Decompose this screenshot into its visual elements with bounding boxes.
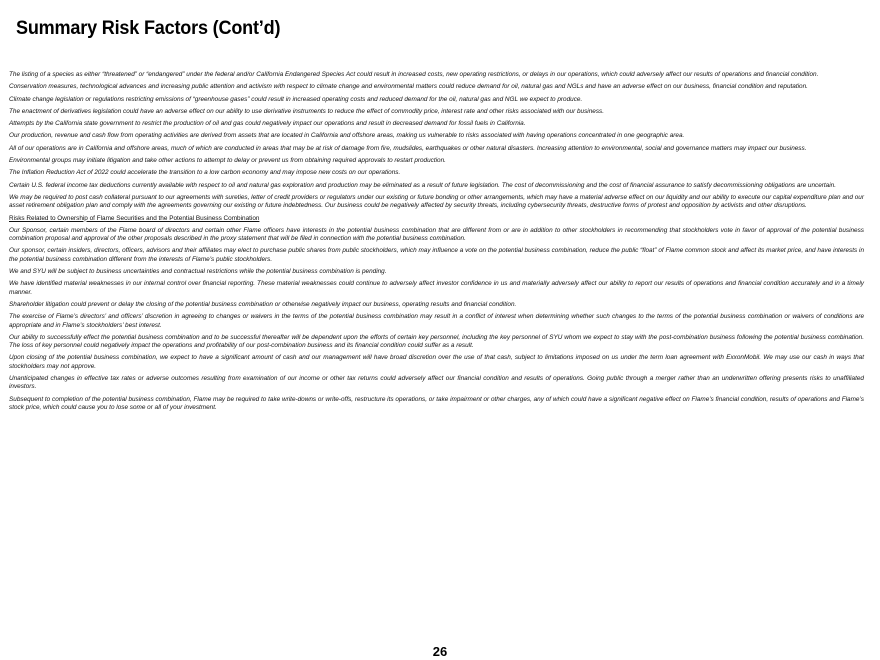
risk-paragraph-cash-discretion: Upon closing of the potential business combination, we expect to have a significant amount of cash and our management will have broad discretion over the use of that cash, subject to limitations imposed on us under the term loan agreement with ExxonMobil. We may use our cash in ways that stockholders may not approve.	[9, 354, 864, 370]
risk-paragraph-climate-legislation: Climate change legislation or regulations restricting emissions of “greenhouse gases” could result in increased operating costs and reduced demand for the oil, natural gas and NGL we expect to produce.	[9, 95, 583, 103]
risk-paragraph-write-downs: Subsequent to completion of the potential business combination, Flame may be required to take write-downs or write-offs, restructure its operations, or take impairment or other charges, any of which could have a significant negative effect on Flame’s financial condition, results of operations and Flame’s stock price, which could cause you to lose some or all of your investment.	[9, 395, 864, 411]
risk-paragraph-pending-restrictions: We and SYU will be subject to business uncertainties and contractual restrictions while the potential business combination is pending.	[9, 268, 387, 276]
risk-paragraph-key-personnel: Our ability to successfully effect the potential business combination and to be successful thereafter will be dependent upon the efforts of certain key personnel, including the key personnel of SYU whom we expect to stay with the post-combination business following the potential business combination. The loss of key personnel could negatively impact the operations and profitability of our post-combination business and its financial condition could suffer as a result.	[9, 333, 864, 350]
page-number: 26	[432, 644, 448, 659]
risk-paragraph-sponsor-interests: Our Sponsor, certain members of the Flame board of directors and certain other Flame officers have interests in the potential business combination that are different from or are in addition to other stockholders in recommending that stockholders vote in favor of approval of the potential business combination proposal and approval of the other proposals described in the proxy statement that will be filed in connection with the potential business combination.	[9, 226, 864, 243]
page-title: Summary Risk Factors (Cont’d)	[16, 18, 281, 39]
risk-paragraph-material-weaknesses: We have identified material weaknesses in our internal control over financial reporting. These material weaknesses could continue to adversely affect investor confidence in us and materially adversely affect our ability to report our results of operations and financial condition accurately and in a timely manner.	[9, 280, 864, 296]
section-heading-ownership-risks: Risks Related to Ownership of Flame Securities and the Potential Business Combination	[9, 214, 260, 222]
risk-factors-body	[9, 71, 864, 416]
risk-paragraph-tax-deductions: Certain U.S. federal income tax deductions currently available with respect to oil and natural gas exploration and production may be eliminated as a result of future legislation. The cost of decommissioning and the cost of financial assurance to satisfy decommissioning obligations are uncertain.	[9, 181, 836, 189]
risk-paragraph-derivatives: The enactment of derivatives legislation could have an adverse effect on our ability to use derivative instruments to reduce the effect of commodity price, interest rate and other risks associated with our business.	[9, 107, 604, 115]
risk-paragraph-cash-collateral: We may be required to post cash collateral pursuant to our agreements with sureties, letter of credit providers or regulators under our existing or future bonding or other arrangements, which may have a material adverse effect on our liquidity and our ability to execute our capital expenditure plan and our asset retirement obligation plan and comply with the agreements governing our existing or future indebtedness. Our business could be negatively affected by security threats, including cybersecurity threats, destructive forms of protest and opposition by activists and other disruptions.	[9, 193, 864, 210]
risk-paragraph-insider-purchases: Our sponsor, certain insiders, directors, officers, advisors and their affiliates may elect to purchase public shares from public stockholders, which may influence a vote on the potential business combination, reduce the public “float” of Flame common stock and affect its market price, and have interests in the potential business combination different from the interests of Flame’s public stockholders.	[9, 247, 864, 263]
risk-paragraph-inflation-reduction-act: The Inflation Reduction Act of 2022 could accelerate the transition to a low carbon economy and may impose new costs on our operations.	[9, 169, 401, 177]
risk-paragraph-director-discretion: The exercise of Flame’s directors’ and officers’ discretion in agreeing to changes or waivers in the terms of the potential business combination may result in a conflict of interest when determining whether such changes to the terms of the potential business combination or waivers of conditions are appropriate and in Flame’s stockholders’ best interest.	[9, 313, 864, 329]
risk-paragraph-endangered-species: The listing of a species as either “threatened” or “endangered” under the federal and/or California Endangered Species Act could result in increased costs, new operating restrictions, or delays in our operations, which could adversely affect our results of operations and financial condition.	[9, 71, 819, 78]
risk-paragraph-natural-disasters: All of our operations are in California and offshore areas, much of which are conducted in areas that may be at risk of damage from fire, mudslides, earthquakes or other natural disasters. Increasing attention to environmental, social and governance matters may impact our business.	[9, 144, 807, 152]
risk-paragraph-shareholder-litigation: Shareholder litigation could prevent or delay the closing of the potential business combination or otherwise negatively impact our business, operating results and financial condition.	[9, 300, 517, 308]
risk-paragraph-california-restrictions: Attempts by the California state government to restrict the production of oil and gas could negatively impact our operations and result in decreased demand for fossil fuels in California.	[9, 120, 526, 128]
risk-paragraph-tax-rates: Unanticipated changes in effective tax rates or adverse outcomes resulting from examination of our income or other tax returns could adversely affect our financial condition and results of operations. Going public through a merger rather than an underwritten offering presents risks to unaffiliated investors.	[9, 375, 864, 391]
risk-paragraph-conservation: Conservation measures, technological advances and increasing public attention and activism with respect to climate change and environmental matters could reduce demand for oil, natural gas and NGLs and have an adverse effect on our business, financial condition and reputation.	[9, 83, 808, 91]
risk-paragraph-environmental-groups: Environmental groups may initiate litigation and take other actions to attempt to delay or prevent us from obtaining required approvals to restart production.	[9, 157, 446, 165]
risk-paragraph-concentration: Our production, revenue and cash flow from operating activities are derived from assets that are located in California and offshore areas, making us vulnerable to risks associated with having operations concentrated in one geographic area.	[9, 132, 685, 140]
